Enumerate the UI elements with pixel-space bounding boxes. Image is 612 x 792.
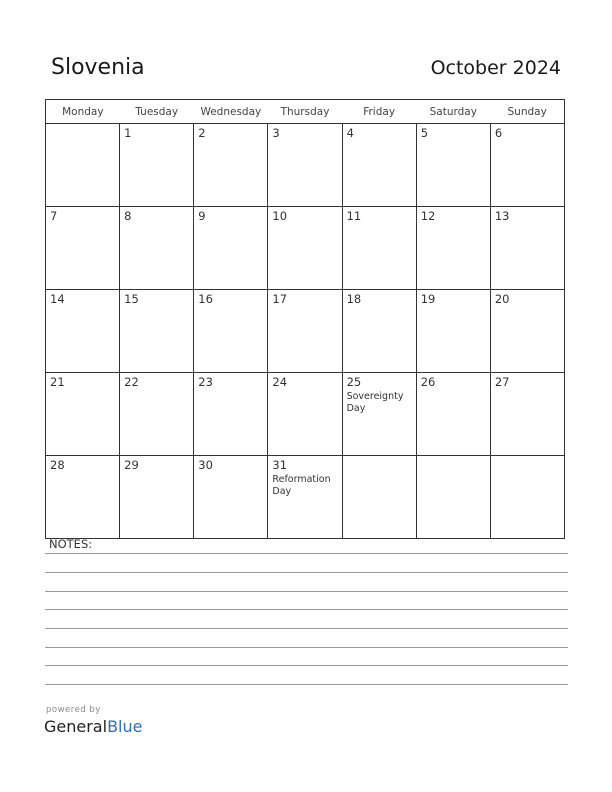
day-cell bbox=[490, 207, 564, 290]
day-cell bbox=[46, 456, 120, 539]
day-cell bbox=[416, 373, 490, 456]
country-title: Slovenia bbox=[51, 55, 145, 80]
day-cell bbox=[268, 207, 342, 290]
day-number: 6 bbox=[494, 126, 503, 140]
weekday-tuesday: Tuesday bbox=[120, 100, 194, 124]
week-row bbox=[46, 373, 565, 456]
day-number: 12 bbox=[420, 209, 436, 223]
day-number: 21 bbox=[50, 375, 65, 389]
week-row bbox=[46, 456, 565, 539]
day-number: 30 bbox=[198, 458, 213, 472]
day-number: 20 bbox=[494, 292, 510, 306]
day-number: 19 bbox=[420, 292, 436, 306]
day-number: 22 bbox=[124, 375, 139, 389]
day-number: 28 bbox=[50, 458, 65, 472]
weekday-monday: Monday bbox=[46, 100, 120, 124]
day-cell bbox=[416, 207, 490, 290]
day-cell bbox=[268, 124, 342, 207]
notes-line bbox=[45, 628, 568, 629]
day-cell bbox=[268, 373, 342, 456]
day-number: 25 bbox=[346, 375, 362, 389]
brand-general: General bbox=[44, 717, 108, 736]
brand-logo bbox=[44, 717, 142, 736]
day-number: 16 bbox=[198, 292, 213, 306]
notes-line bbox=[45, 572, 568, 573]
day-cell bbox=[194, 373, 268, 456]
day-number: 31 bbox=[272, 458, 288, 472]
day-cell bbox=[342, 207, 416, 290]
day-number: 1 bbox=[124, 126, 132, 140]
day-number: 4 bbox=[346, 126, 354, 140]
day-number: 18 bbox=[346, 292, 362, 306]
month-year-title: October 2024 bbox=[430, 57, 561, 79]
day-number: 17 bbox=[272, 292, 288, 306]
notes-line bbox=[45, 665, 568, 666]
week-row bbox=[46, 207, 565, 290]
day-cell bbox=[416, 290, 490, 373]
day-cell bbox=[46, 373, 120, 456]
day-number: 8 bbox=[124, 209, 132, 223]
day-cell bbox=[120, 124, 194, 207]
day-cell bbox=[120, 456, 194, 539]
day-number: 23 bbox=[198, 375, 213, 389]
day-cell bbox=[342, 373, 416, 456]
notes-line bbox=[45, 591, 568, 592]
day-number: 29 bbox=[124, 458, 139, 472]
day-cell bbox=[268, 456, 342, 539]
day-cell bbox=[490, 124, 564, 207]
day-cell bbox=[490, 290, 564, 373]
day-cell bbox=[268, 290, 342, 373]
week-row bbox=[46, 290, 565, 373]
calendar-grid bbox=[45, 99, 565, 539]
day-cell bbox=[342, 124, 416, 207]
day-cell bbox=[46, 207, 120, 290]
day-cell bbox=[342, 290, 416, 373]
day-cell bbox=[120, 207, 194, 290]
holiday-label: Reformation Day bbox=[272, 474, 331, 497]
day-number: 11 bbox=[346, 209, 362, 223]
day-cell bbox=[46, 290, 120, 373]
day-cell bbox=[416, 124, 490, 207]
holiday-label: Sovereignty Day bbox=[346, 391, 404, 414]
day-cell bbox=[490, 373, 564, 456]
weekday-thursday: Thursday bbox=[268, 100, 342, 124]
day-number: 3 bbox=[272, 126, 280, 140]
day-number: 9 bbox=[198, 209, 206, 223]
weekday-header-row bbox=[46, 100, 565, 124]
day-cell bbox=[46, 124, 120, 207]
day-number: 15 bbox=[124, 292, 139, 306]
day-number: 13 bbox=[494, 209, 510, 223]
notes-line bbox=[45, 684, 568, 685]
day-number: 10 bbox=[272, 209, 288, 223]
day-number: 27 bbox=[494, 375, 510, 389]
day-number: 14 bbox=[50, 292, 65, 306]
day-number: 2 bbox=[198, 126, 206, 140]
day-number: 26 bbox=[420, 375, 436, 389]
weekday-saturday: Saturday bbox=[416, 100, 490, 124]
day-cell bbox=[194, 456, 268, 539]
day-cell bbox=[194, 290, 268, 373]
day-cell bbox=[342, 456, 416, 539]
brand-blue: Blue bbox=[107, 717, 143, 736]
day-number: 24 bbox=[272, 375, 288, 389]
weekday-wednesday: Wednesday bbox=[194, 100, 268, 124]
day-number: 5 bbox=[420, 126, 429, 140]
day-cell bbox=[194, 207, 268, 290]
notes-label: NOTES: bbox=[49, 537, 93, 551]
day-cell bbox=[194, 124, 268, 207]
notes-line bbox=[45, 553, 568, 554]
day-number: 7 bbox=[50, 209, 58, 223]
day-cell bbox=[120, 373, 194, 456]
powered-by-text: powered by bbox=[46, 705, 101, 715]
notes-line bbox=[45, 609, 568, 610]
day-cell bbox=[416, 456, 490, 539]
day-cell bbox=[490, 456, 564, 539]
weekday-sunday: Sunday bbox=[490, 100, 564, 124]
notes-line bbox=[45, 647, 568, 648]
day-cell bbox=[120, 290, 194, 373]
week-row bbox=[46, 124, 565, 207]
weekday-friday: Friday bbox=[342, 100, 416, 124]
